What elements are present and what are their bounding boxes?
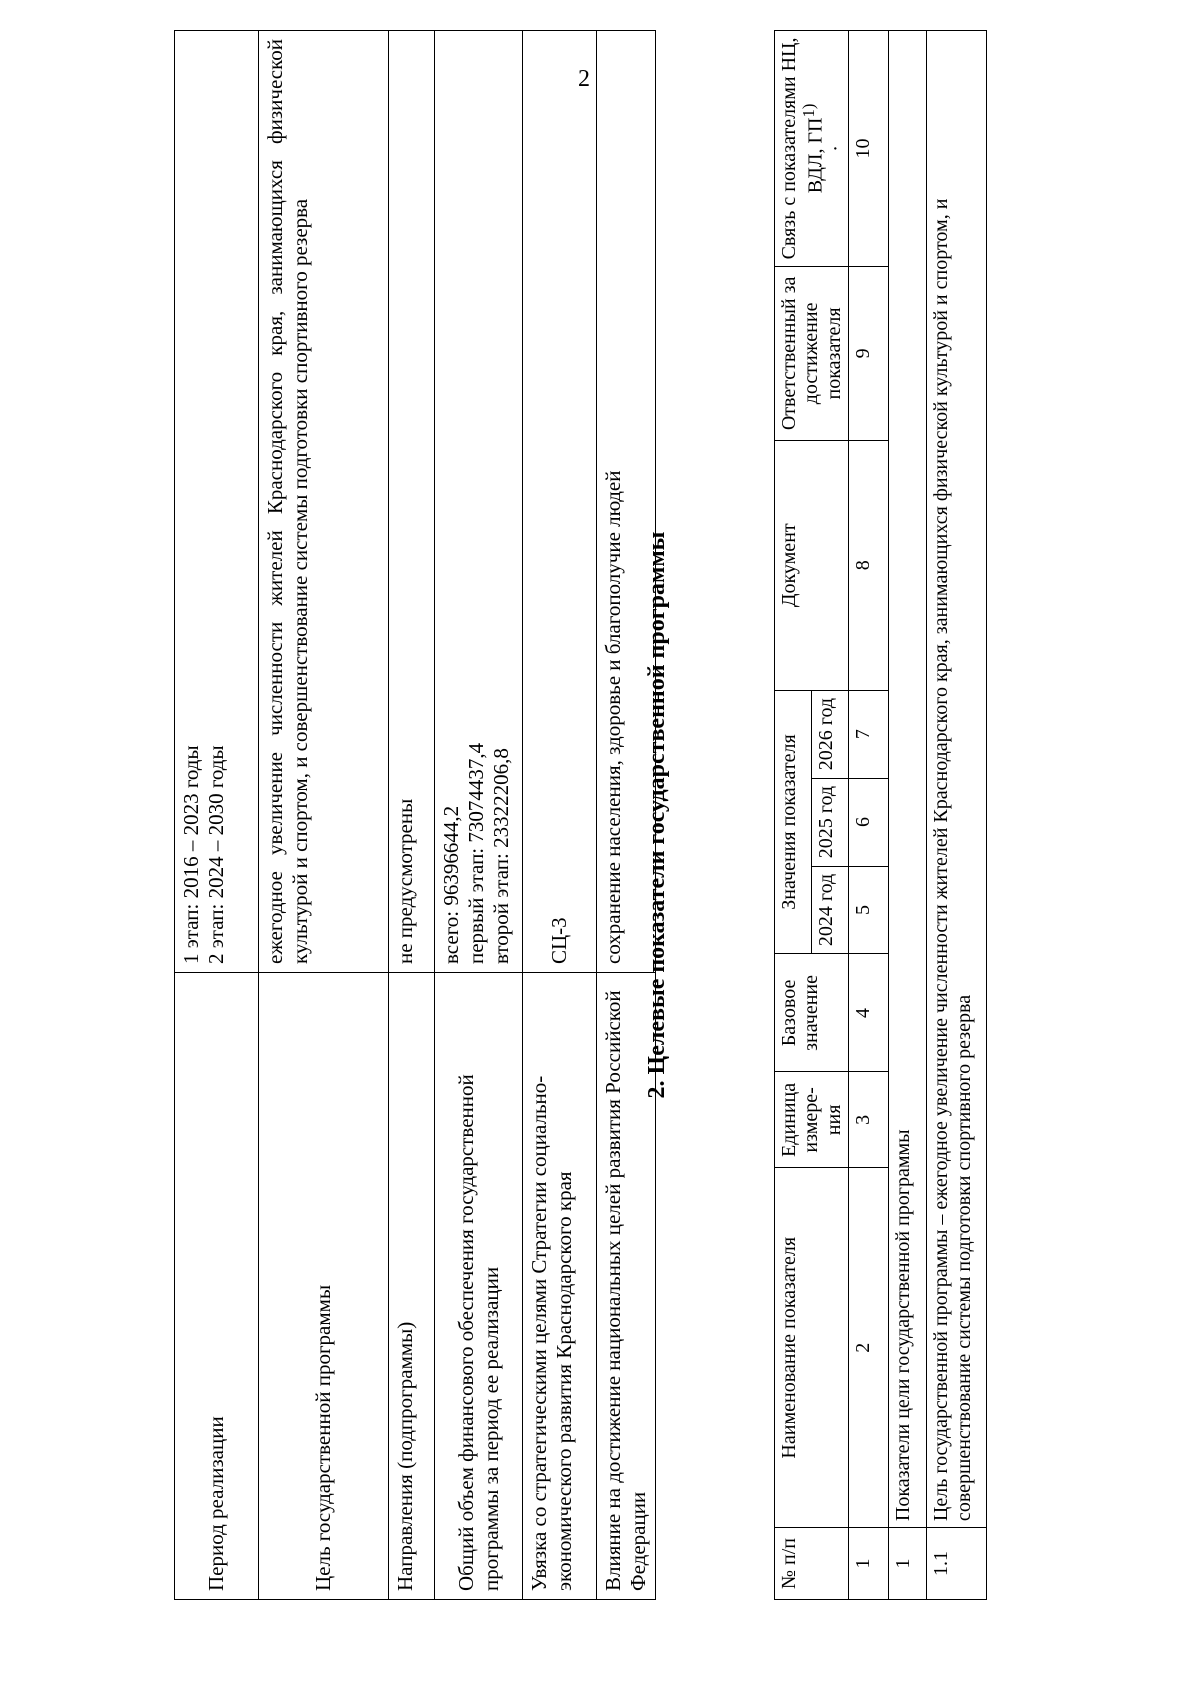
page-number: 2 [578,66,590,92]
passport-value [435,31,523,973]
passport-label: Цель государственной программы [259,973,389,1600]
col-number: 10 [849,31,889,267]
value-line: всего: 96396644,2 [439,805,463,964]
dot-mark: · [825,145,848,152]
section-row [889,31,927,1600]
section-row-num: 1 [889,1528,927,1600]
passport-label: Направления (подпрограммы) [389,973,435,1600]
header-row [775,31,812,1600]
passport-label: Влияние на достижение национальных целей развития Российской Федерации [597,973,656,1600]
header-unit: Единица измере-ния [775,1072,849,1168]
col-number: 5 [849,866,889,954]
header-2024: 2024 год [812,866,849,954]
col-number: 1 [849,1528,889,1600]
header-num: № п/п [775,1528,849,1600]
table-row [389,31,435,1600]
passport-table [174,30,656,1600]
header-2025: 2025 год [812,778,849,866]
header-values-group: Значения показателя [775,690,812,954]
header-2026: 2026 год [812,690,849,778]
section-title: 2. Целевые показатели государственной программы [644,531,670,1099]
header-link [775,31,849,267]
col-number: 7 [849,690,889,778]
col-number: 4 [849,954,889,1072]
rotated-content [174,20,1200,1600]
value-line: 1 этап: 2016 – 2023 годы [179,745,203,964]
value-line: первый этап: 73074437,4 [463,742,488,964]
header-document: Документ [775,440,849,690]
passport-value: ежегодное увеличение численности жителей Краснодарского края, занимающихся физической культурой и спортом, и совершенствование системы подготовки спортивного резерва [259,31,389,973]
indicators-table [774,30,987,1600]
col-number: 3 [849,1072,889,1168]
passport-label: Общий объем финансового обеспечения государственной программы за период ее реализации [435,973,523,1600]
table-row [435,31,523,1600]
goal-row-num: 1.1 [927,1528,987,1600]
header-link-text: Связь с показателями НЦ, ВДЛ, ГП [778,37,828,260]
table-row [523,31,597,1600]
goal-row [927,31,987,1600]
col-number: 2 [849,1168,889,1528]
goal-row-text: Цель государственной программы – ежегодное увеличение численности жителей Краснодарского края, занимающихся физической культурой и спортом, и совершенствование системы подготовки спортивного резерва [927,31,987,1528]
passport-value: сохранение населения, здоровье и благополучие людей [597,31,656,973]
numbering-row [849,31,889,1600]
value-line: 2 этап: 2024 – 2030 годы [203,745,228,964]
header-name: Наименование показателя [775,1168,849,1528]
passport-value [175,31,259,973]
col-number: 8 [849,440,889,690]
header-base: Базовое значение [775,954,849,1072]
table-row [259,31,389,1600]
passport-label: Увязка со стратегическими целями Стратегии социально-экономического развития Краснодарского края [523,973,597,1600]
col-number: 9 [849,266,889,440]
header-responsible: Ответственный за достижение показателя [775,266,849,440]
passport-value: не предусмотрены [389,31,435,973]
passport-value: СЦ-3 [523,31,597,973]
value-line: второй этап: 23322206,8 [488,748,513,964]
footnote-mark: 1) [799,103,819,118]
section-row-text: Показатели цели государственной программы [889,31,927,1528]
passport-label: Период реализации [175,973,259,1600]
table-row [175,31,259,1600]
col-number: 6 [849,778,889,866]
